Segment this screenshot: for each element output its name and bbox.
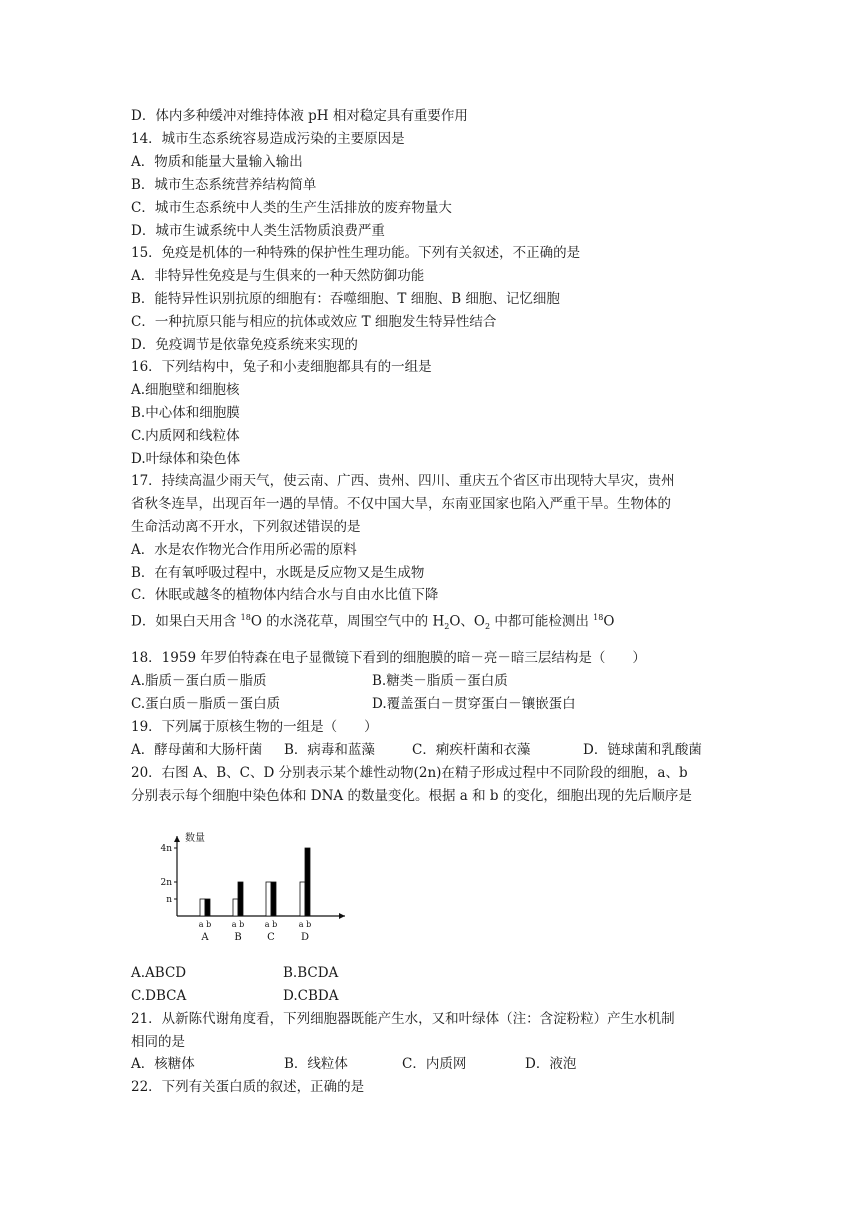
q17-d-isotope1: 18 [240, 613, 251, 622]
category-label-A: A [201, 932, 209, 943]
sub-label-D: a b [298, 920, 312, 929]
bar-C-a [266, 882, 271, 916]
q19-option-c: C．痢疾杆菌和衣藻 [412, 742, 531, 758]
q17-stem-line1: 17．持续高温少雨天气，使云南、广西、贵州、四川、重庆五个省区市出现特大旱灾，贵州 [131, 473, 675, 489]
bar-D-a [300, 882, 305, 916]
q22-stem: 22．下列有关蛋白质的叙述，正确的是 [131, 1079, 365, 1095]
q15-stem: 15．免疫是机体的一种特殊的保护性生理功能。下列有关叙述，不正确的是 [131, 245, 581, 261]
y-axis-label: 数量 [185, 833, 205, 844]
q20-option-a: A.ABCD [131, 965, 187, 981]
category-label-D: D [300, 932, 310, 943]
q18-option-d: D.覆盖蛋白－贯穿蛋白－镶嵌蛋白 [372, 696, 576, 712]
q18-option-c: C.蛋白质－脂质－蛋白质 [131, 696, 281, 712]
q19-option-b: B．病毒和蓝藻 [284, 742, 375, 758]
q16-option-b: B.中心体和细胞膜 [131, 405, 240, 421]
bar-B-a [233, 899, 238, 916]
q17-option-b: B．在有氧呼吸过程中，水既是反应物又是生成物 [131, 565, 425, 581]
q19-option-a: A．酵母菌和大肠杆菌 [131, 742, 263, 758]
bar-A-a [200, 899, 205, 916]
q14-option-d: D．城市生诚系统中人类生活物质浪费严重 [131, 223, 385, 239]
q17-d-part1: D．如果白天用含 [131, 613, 241, 630]
sub-label-B: a b [231, 920, 245, 929]
category-label-B: B [234, 932, 242, 943]
q19-stem: 19．下列属于原核生物的一组是（ ） [131, 719, 378, 735]
q17-d-isotope2: 18 [593, 613, 604, 622]
q17-d-part5: O [603, 613, 615, 630]
q21-option-c: C．内质网 [402, 1056, 467, 1072]
y-axis-arrow [174, 836, 180, 842]
sub-label-C: a b [264, 920, 278, 929]
q21-stem-line2: 相同的是 [131, 1034, 185, 1050]
q17-stem-line3: 生命活动离不开水，下列叙述错误的是 [131, 519, 361, 535]
q17-option-d [131, 608, 614, 637]
q17-d-sub1: 2 [444, 622, 450, 632]
q15-option-d: D．免疫调节是依靠免疫系统来实现的 [131, 337, 358, 353]
q18-option-a: A.脂质－蛋白质－脂质 [131, 673, 267, 689]
q15-option-b: B．能特异性识别抗原的细胞有：吞噬细胞、T 细胞、B 细胞、记忆细胞 [131, 291, 560, 307]
q21-option-b: B．线粒体 [284, 1056, 348, 1072]
q13-option-d: D．体内多种缓冲对维持体液 pH 相对稳定具有重要作用 [131, 108, 468, 124]
q20-stem-line2: 分别表示每个细胞中染色体和 DNA 的数量变化。根据 a 和 b 的变化，细胞出现的先后顺序是 [131, 788, 692, 804]
q18-stem: 18．1959 年罗伯特森在电子显微镜下看到的细胞膜的暗－亮－暗三层结构是（ ） [131, 650, 646, 666]
y-tick-label-2n: 2n [160, 878, 172, 888]
sub-label-A: a b [198, 920, 212, 929]
q17-d-part4: 中都可能检测出 [490, 613, 594, 630]
q14-stem: 14．城市生态系统容易造成污染的主要原因是 [131, 131, 405, 147]
q20-option-b: B.BCDA [283, 965, 339, 981]
bar-A-b [205, 899, 210, 916]
q15-option-a: A．非特异性免疫是与生俱来的一种天然防御功能 [131, 268, 425, 284]
bar-C-b [271, 882, 276, 916]
q14-option-b: B．城市生态系统营养结构简单 [131, 177, 317, 193]
q16-option-a: A.细胞壁和细胞核 [131, 382, 240, 398]
q20-option-c: C.DBCA [131, 988, 187, 1004]
y-tick-label-n: n [166, 895, 172, 905]
q17-d-part3: O、O [449, 613, 485, 630]
q15-option-c: C．一种抗原只能与相应的抗体或效应 T 细胞发生特异性结合 [131, 314, 497, 330]
x-axis-arrow [339, 913, 345, 919]
q14-option-a: A．物质和能量大量输入输出 [131, 154, 303, 170]
bar-B-b [238, 882, 243, 916]
q16-stem: 16．下列结构中，兔子和小麦细胞都具有的一组是 [131, 359, 432, 375]
category-label-C: C [267, 932, 275, 943]
bar-D-b [305, 848, 310, 916]
q17-d-part2: O 的水浇花草，周围空气中的 H [250, 613, 445, 630]
chromosome-dna-bar-chart [155, 826, 355, 956]
q16-option-d: D.叶绿体和染色体 [131, 451, 241, 467]
q21-stem-line1: 21．从新陈代谢角度看，下列细胞器既能产生水，又和叶绿体（注：含淀粉粒）产生水机制 [131, 1011, 675, 1027]
q21-option-d: D．液泡 [525, 1056, 577, 1072]
q19-option-d: D．链球菌和乳酸菌 [583, 742, 702, 758]
y-tick-label-4n: 4n [160, 844, 172, 854]
q16-option-c: C.内质网和线粒体 [131, 428, 240, 444]
q17-option-a: A．水是农作物光合作用所必需的原料 [131, 542, 357, 558]
q21-option-a: A．核糖体 [131, 1056, 195, 1072]
q17-d-sub2: 2 [484, 622, 491, 632]
q14-option-c: C．城市生态系统中人类的生产生活排放的废弃物量大 [131, 200, 452, 216]
q20-stem-line1: 20．右图 A、B、C、D 分别表示某个雄性动物(2n)在精子形成过程中不同阶段的细胞，a、b [131, 765, 688, 781]
q17-option-c: C．休眠或越冬的植物体内结合水与自由水比值下降 [131, 587, 439, 603]
q20-option-d: D.CBDA [283, 988, 339, 1004]
q18-option-b: B.糖类－脂质－蛋白质 [372, 673, 508, 689]
q17-stem-line2: 省秋冬连旱，出现百年一遇的旱情。不仅中国大旱，东南亚国家也陷入严重干旱。生物体的 [131, 496, 671, 512]
